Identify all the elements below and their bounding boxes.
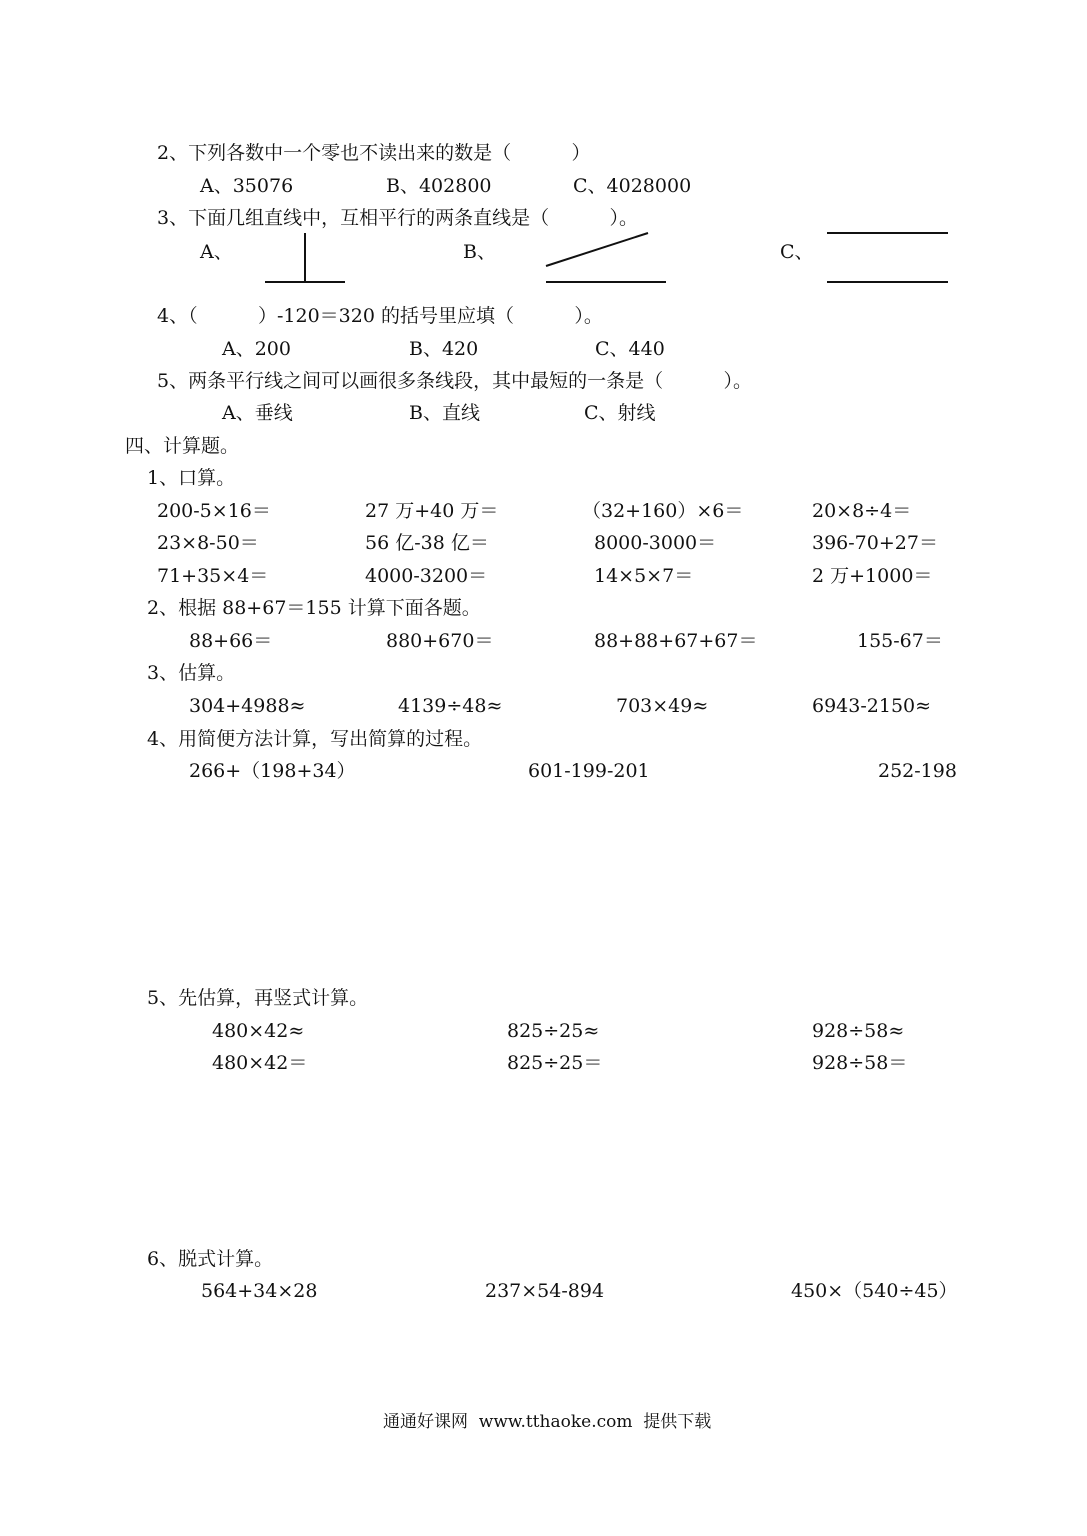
oral-item: 14×5×7＝ <box>594 565 694 587</box>
estimate-item: 304+4988≈ <box>189 695 306 717</box>
q2-option-a: A、35076 <box>200 175 294 197</box>
part-6-title: 6、脱式计算。 <box>147 1248 274 1270</box>
section-4-title: 四、计算题。 <box>125 435 240 457</box>
vertical-estimate-item: 480×42≈ <box>212 1020 305 1042</box>
stepwise-item: 450×（540÷45） <box>791 1280 958 1302</box>
q3-stem: 3、下面几组直线中，互相平行的两条直线是（ ）。 <box>157 207 638 229</box>
estimate-item: 6943-2150≈ <box>812 695 932 717</box>
oral-item: 4000-3200＝ <box>365 565 488 587</box>
derived-item: 155-67＝ <box>857 630 943 652</box>
q5-option-c: C、射线 <box>584 402 656 424</box>
figure-b-slanted-line <box>540 226 655 272</box>
q2-option-c: C、4028000 <box>573 175 692 197</box>
simplify-item: 601-199-201 <box>528 760 650 782</box>
part-4-title: 4、用简便方法计算，写出简算的过程。 <box>147 728 483 750</box>
footer-credit: 通通好课网 www.tthaoke.com 提供下载 <box>383 1412 712 1432</box>
q5-stem: 5、两条平行线之间可以画很多条线段，其中最短的一条是（ ）。 <box>157 370 752 392</box>
q3-option-c: C、 <box>780 241 814 263</box>
stepwise-item: 237×54-894 <box>485 1280 605 1302</box>
figure-b-horizontal-line <box>546 281 666 283</box>
q4-option-b: B、420 <box>409 338 479 360</box>
q4-option-c: C、440 <box>595 338 665 360</box>
simplify-item: 252-198 <box>878 760 957 782</box>
figure-c-top-line <box>827 232 948 234</box>
q2-option-b: B、402800 <box>386 175 492 197</box>
estimate-item: 703×49≈ <box>616 695 709 717</box>
stepwise-item: 564+34×28 <box>201 1280 318 1302</box>
derived-item: 880+670＝ <box>386 630 494 652</box>
oral-item: 56 亿-38 亿＝ <box>365 532 489 554</box>
part-3-title: 3、估算。 <box>147 662 236 684</box>
oral-item: 396-70+27＝ <box>812 532 938 554</box>
oral-item: 71+35×4＝ <box>157 565 269 587</box>
part-1-title: 1、口算。 <box>147 467 236 489</box>
simplify-item: 266+（198+34） <box>189 760 356 782</box>
vertical-estimate-item: 825÷25≈ <box>507 1020 600 1042</box>
vertical-exact-item: 480×42＝ <box>212 1052 308 1074</box>
vertical-exact-item: 825÷25＝ <box>507 1052 603 1074</box>
q5-option-a: A、垂线 <box>222 402 293 424</box>
q3-option-a: A、 <box>200 241 233 263</box>
oral-item: 20×8÷4＝ <box>812 500 912 522</box>
q3-option-b: B、 <box>463 241 496 263</box>
q4-option-a: A、200 <box>222 338 291 360</box>
vertical-estimate-item: 928÷58≈ <box>812 1020 905 1042</box>
part-5-title: 5、先估算，再竖式计算。 <box>147 987 369 1009</box>
vertical-exact-item: 928÷58＝ <box>812 1052 908 1074</box>
q2-stem: 2、下列各数中一个零也不读出来的数是（ ） <box>157 142 591 164</box>
derived-item: 88+66＝ <box>189 630 273 652</box>
figure-c-bottom-line <box>827 281 948 283</box>
oral-item: 8000-3000＝ <box>594 532 717 554</box>
oral-item: 200-5×16＝ <box>157 500 271 522</box>
oral-item: 2 万+1000＝ <box>812 565 933 587</box>
oral-item: （32+160）×6＝ <box>582 500 744 522</box>
q5-option-b: B、直线 <box>409 402 480 424</box>
derived-item: 88+88+67+67＝ <box>594 630 758 652</box>
figure-a-vertical-line <box>304 233 306 282</box>
q4-stem: 4、（ ）-120＝320 的括号里应填（ ）。 <box>157 305 603 327</box>
part-2-title: 2、根据 88+67＝155 计算下面各题。 <box>147 597 481 619</box>
oral-item: 23×8-50＝ <box>157 532 259 554</box>
estimate-item: 4139÷48≈ <box>398 695 503 717</box>
oral-item: 27 万+40 万＝ <box>365 500 499 522</box>
